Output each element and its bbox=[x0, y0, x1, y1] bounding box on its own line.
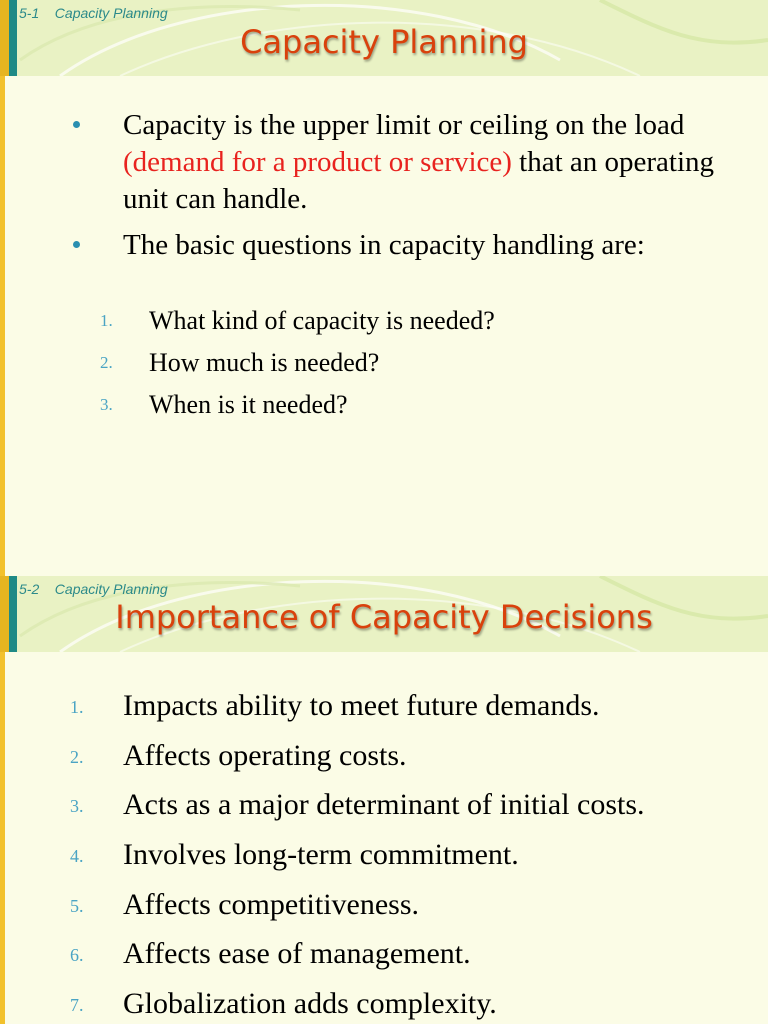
list-item bbox=[70, 739, 760, 789]
question-list bbox=[100, 306, 700, 432]
list-number: 1. bbox=[70, 697, 84, 717]
bullet-highlight: (demand for a product or service) bbox=[123, 146, 512, 178]
list-item bbox=[70, 888, 760, 938]
list-number: 3. bbox=[70, 796, 84, 817]
list-text: What kind of capacity is needed? bbox=[149, 306, 495, 335]
list-text: Acts as a major determinant of initial costs. bbox=[123, 788, 645, 822]
list-item bbox=[100, 306, 700, 348]
bullet-list bbox=[73, 107, 753, 273]
bullet-text: The basic questions in capacity handling are: bbox=[123, 229, 645, 261]
slide-title: Importance of Capacity Decisions bbox=[115, 598, 653, 636]
list-number: 2. bbox=[100, 353, 113, 372]
list-number: 3. bbox=[100, 395, 113, 414]
list-item bbox=[70, 689, 760, 739]
list-text: Affects operating costs. bbox=[123, 738, 407, 772]
list-item bbox=[100, 390, 700, 432]
list-number: 2. bbox=[70, 746, 84, 767]
list-number: 7. bbox=[70, 995, 84, 1016]
slide-section: Capacity Planning bbox=[54, 581, 168, 597]
list-item bbox=[70, 788, 760, 838]
list-text: Impacts ability to meet future demands. bbox=[123, 689, 600, 722]
list-number: 4. bbox=[70, 846, 84, 867]
list-text: Affects competitiveness. bbox=[123, 887, 420, 921]
slide-section: Capacity Planning bbox=[54, 5, 168, 21]
bullet-item bbox=[73, 227, 753, 264]
bullet-text: that an operating unit can handle. bbox=[123, 146, 715, 215]
list-item bbox=[100, 348, 700, 390]
bullet-text: Capacity is the upper limit or ceiling on the load bbox=[123, 109, 685, 141]
slide-number bbox=[19, 581, 168, 597]
list-text: When is it needed? bbox=[149, 390, 348, 419]
slide-number-value: 5-2 bbox=[19, 581, 40, 597]
list-item bbox=[70, 838, 760, 888]
slide-title: Capacity Planning bbox=[240, 23, 528, 61]
accent-bar-body bbox=[0, 76, 5, 576]
list-text: Globalization adds complexity. bbox=[123, 987, 497, 1021]
accent-bar-body bbox=[0, 652, 5, 1024]
slide-number bbox=[19, 5, 168, 21]
list-item bbox=[70, 987, 760, 1024]
list-number: 1. bbox=[100, 311, 113, 330]
list-text: Involves long-term commitment. bbox=[123, 838, 519, 872]
list-text: How much is needed? bbox=[149, 348, 380, 377]
list-item bbox=[70, 937, 760, 987]
slide-number-value: 5-1 bbox=[19, 5, 40, 21]
numbered-list bbox=[70, 689, 760, 1024]
bullet-item bbox=[73, 107, 753, 218]
bullet-dot-icon bbox=[73, 121, 80, 128]
list-number: 5. bbox=[70, 895, 84, 916]
slide-2 bbox=[0, 576, 768, 1024]
list-number: 6. bbox=[70, 945, 84, 966]
bullet-dot-icon bbox=[73, 241, 80, 248]
list-text: Affects ease of management. bbox=[123, 937, 471, 971]
